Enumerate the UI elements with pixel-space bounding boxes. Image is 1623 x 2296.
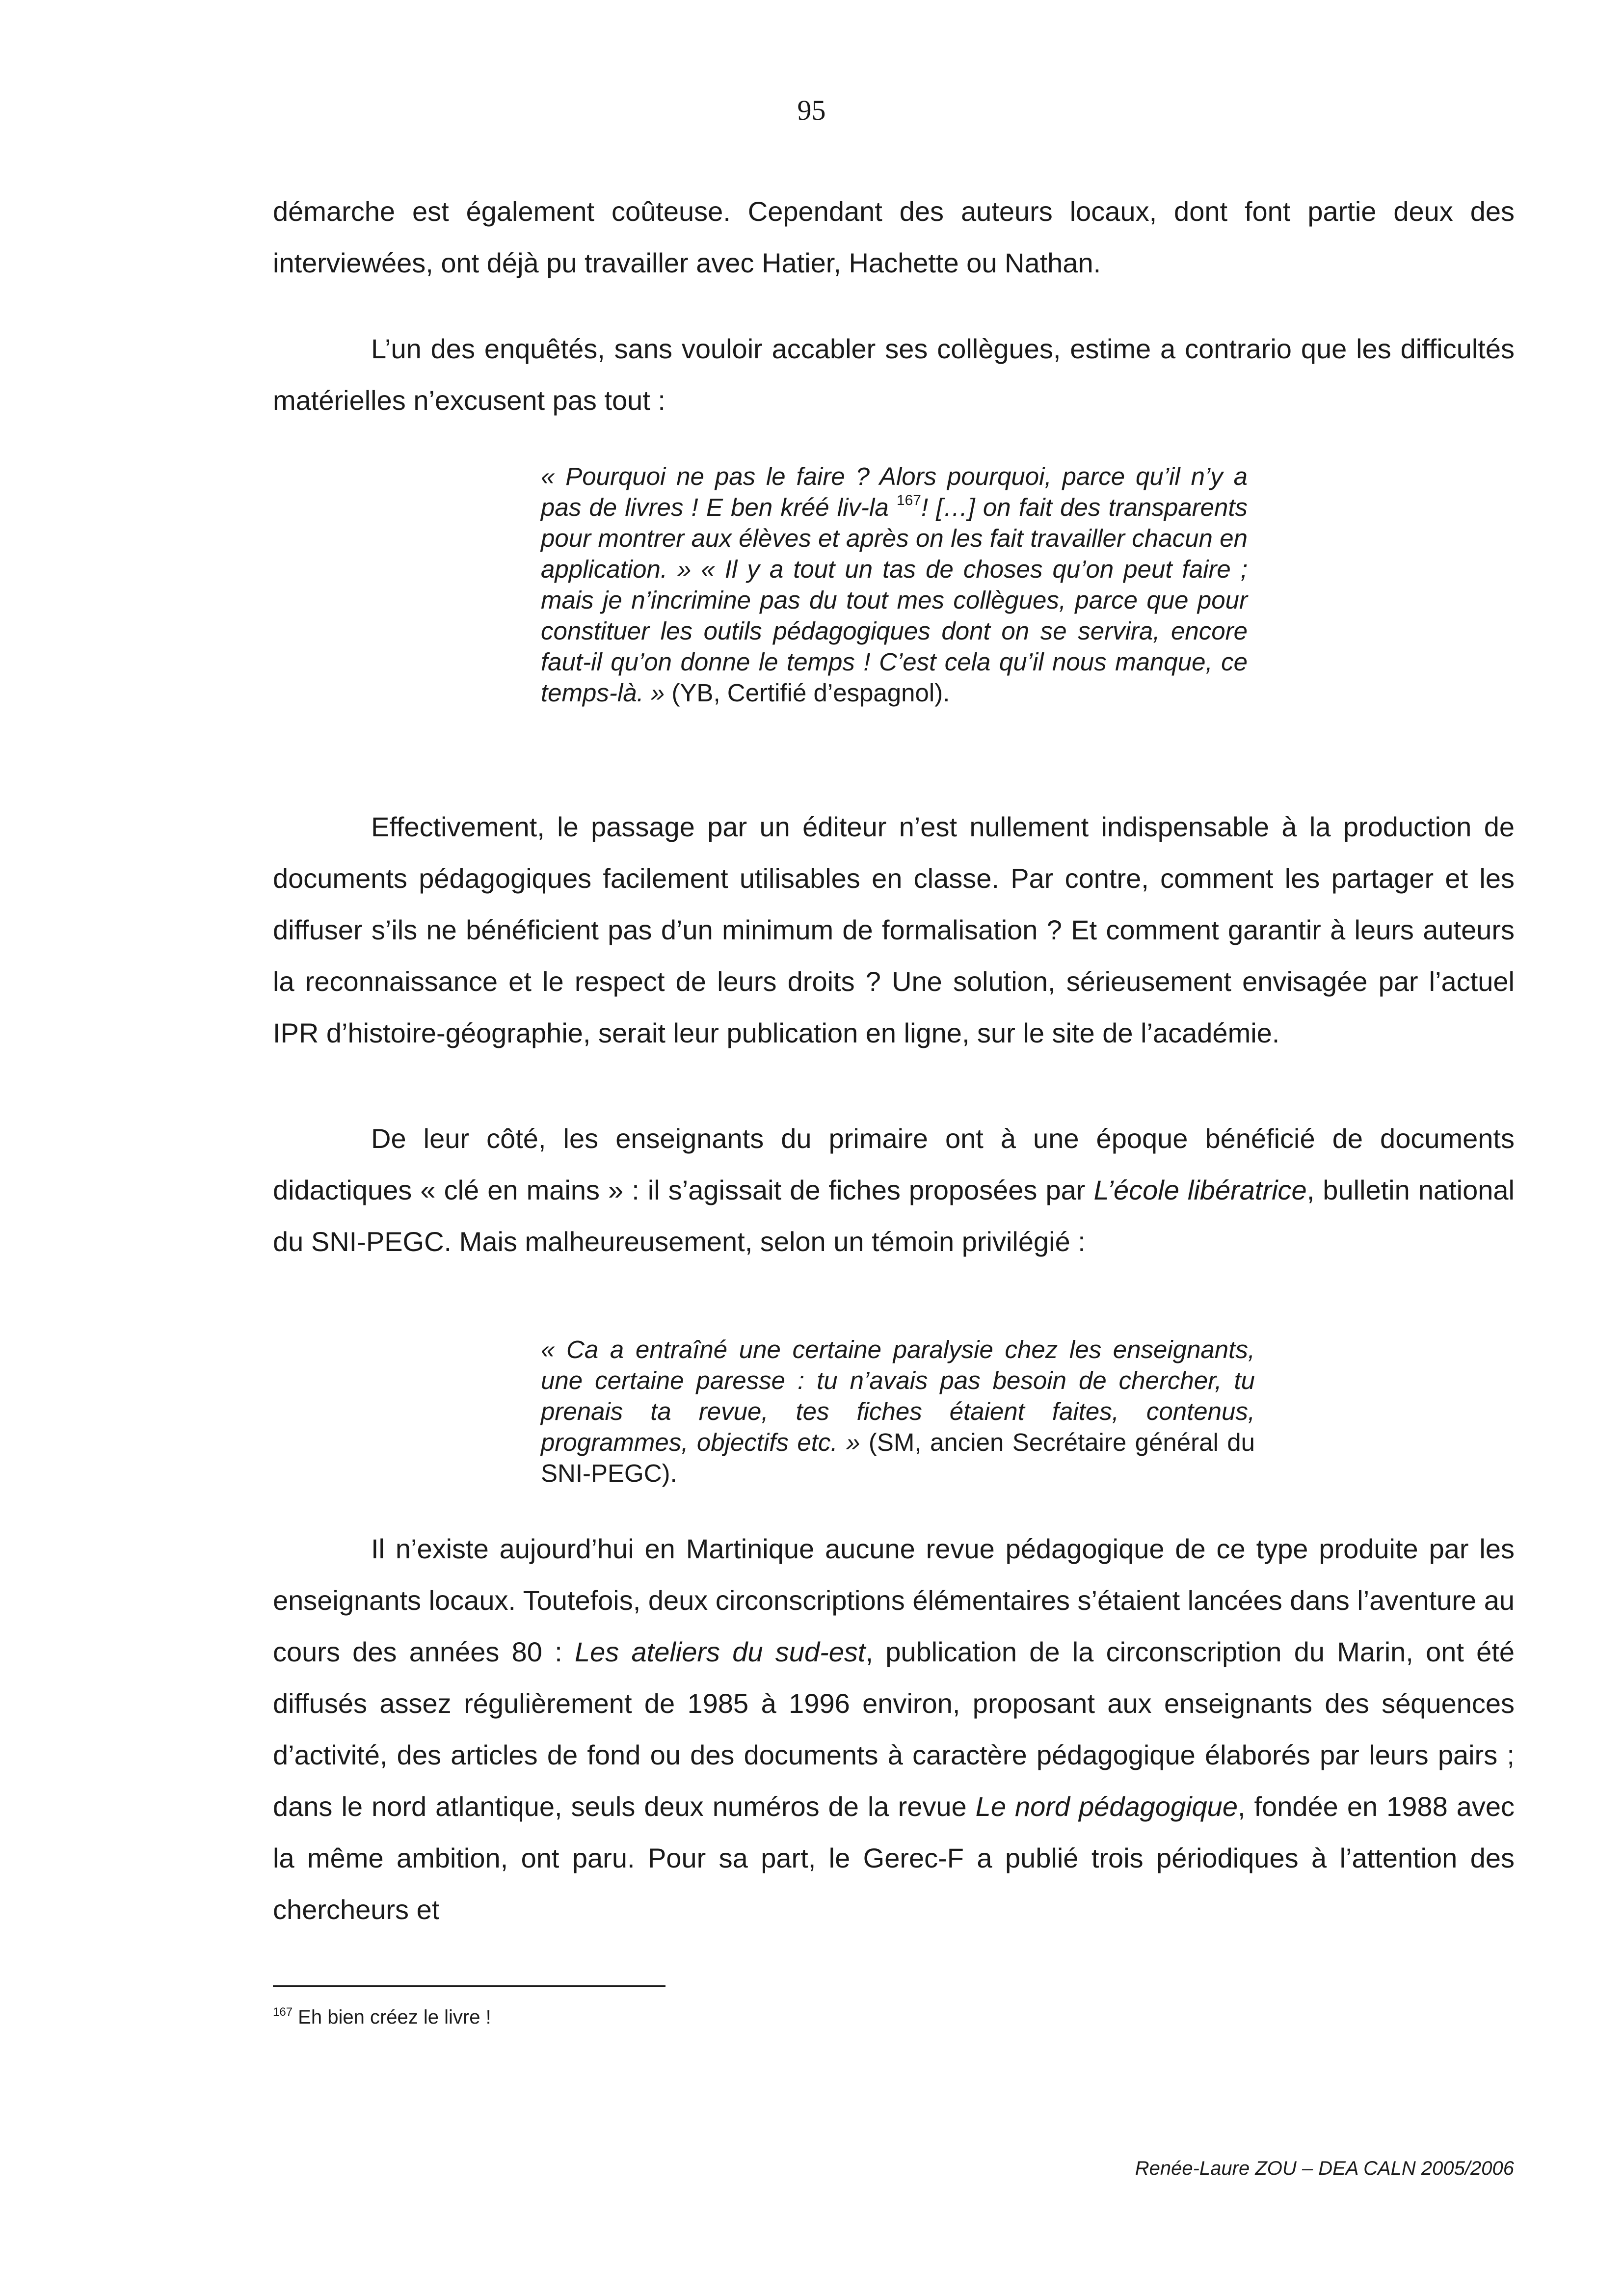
page-footer: Renée-Laure ZOU – DEA CALN 2005/2006 [1135, 2158, 1514, 2179]
publication-title: Le nord pédagogique [975, 1791, 1238, 1822]
footnote [273, 2005, 491, 2029]
quote-text: « Ca a entraîné une certaine paralysie chez les enseignants, une certaine paresse : tu n’avais pas besoin de chercher, tu prenais ta revue, tes fiches étaient faites, contenus, programmes, objectifs etc. » [541, 1335, 1255, 1456]
block-quote-sm [541, 1334, 1255, 1489]
quote-text-end: ! […] on fait des transparents pour montrer aux élèves et après on les fait travailler chacun en application. » « Il y a tout un tas de choses qu’on peut faire ; mais je n’incrimine pas du tout mes collègues, parce que pour constituer les outils pédagogiques dont on se servira, encore faut-il qu’on donne le temps ! C’est cela qu’il nous manque, ce temps-là. » [541, 493, 1248, 707]
paragraph-continuation: démarche est également coûteuse. Cependant des auteurs locaux, dont font partie deux des interviewées, ont déjà pu travailler avec Hatier, Hachette ou Nathan. [273, 196, 1515, 278]
quote-attribution: (SM, ancien Secrétaire général du SNI-PEGC). [541, 1428, 1255, 1487]
paragraph-respondent-intro: L’un des enquêtés, sans vouloir accabler ses collègues, estime a contrario que les difficultés matérielles n’excusent pas tout : [273, 333, 1515, 416]
quote-text-start: « Pourquoi ne pas le faire ? Alors pourquoi, parce qu’il n’y a pas de livres ! E ben kréé liv-la [541, 462, 1248, 521]
paragraph-text: , publication de la circonscription du Marin, ont été diffusés assez régulièrement de 1985 à 1996 environ, proposant aux enseignants des séquences d’activité, des articles de fond ou des documents à caractère pédagogique élaborés par leurs pairs ; dans le nord atlantique, seuls deux numéros de la revue [273, 1636, 1515, 1822]
paragraph-text: , bulletin national du SNI-PEGC. Mais malheureusement, selon un témoin privilégié : [273, 1175, 1515, 1257]
page-number: 95 [797, 94, 826, 126]
block-quote-yb [541, 461, 1248, 708]
footnote-text: Eh bien créez le livre ! [293, 2006, 491, 2028]
paragraph-publisher: Effectivement, le passage par un éditeur n’est nullement indispensable à la production de documents pédagogiques facilement utilisables en classe. Par contre, comment les partager et les diffuser s’ils ne bénéficient pas d’un minimum de formalisation ? Et comment garantir à leurs auteurs la reconnaissance et le respect de leurs droits ? Une solution, sérieusement envisagée par l’actuel IPR d’histoire-géographie, serait leur publication en ligne, sur le site de l’académie. [273, 811, 1515, 1048]
paragraph-text: , fondée en 1988 avec la même ambition, ont paru. Pour sa part, le Gerec-F a publié trois périodiques à l’attention des chercheurs et [273, 1791, 1515, 1925]
publication-title: L’école libératrice [1093, 1175, 1307, 1205]
paragraph-primary-teachers [273, 1113, 1515, 1267]
publication-title: Les ateliers du sud-est [574, 1636, 866, 1667]
footnote-reference: 167 [896, 492, 921, 508]
paragraph-text: De leur côté, les enseignants du primaire ont à une époque bénéficié de documents didactiques « clé en mains » : il s’agissait de fiches proposées par [273, 1123, 1515, 1205]
footnote-number: 167 [273, 2005, 293, 2019]
paragraph-text: Il n’existe aujourd’hui en Martinique aucune revue pédagogique de ce type produite par les enseignants locaux. Toutefois, deux circonscriptions élémentaires s’étaient lancées dans l’aventure au cours des années 80 : [273, 1533, 1515, 1667]
footnote-separator [273, 1985, 665, 1987]
paragraph-martinique [273, 1523, 1515, 1935]
quote-attribution: (YB, Certifié d’espagnol). [665, 679, 950, 707]
